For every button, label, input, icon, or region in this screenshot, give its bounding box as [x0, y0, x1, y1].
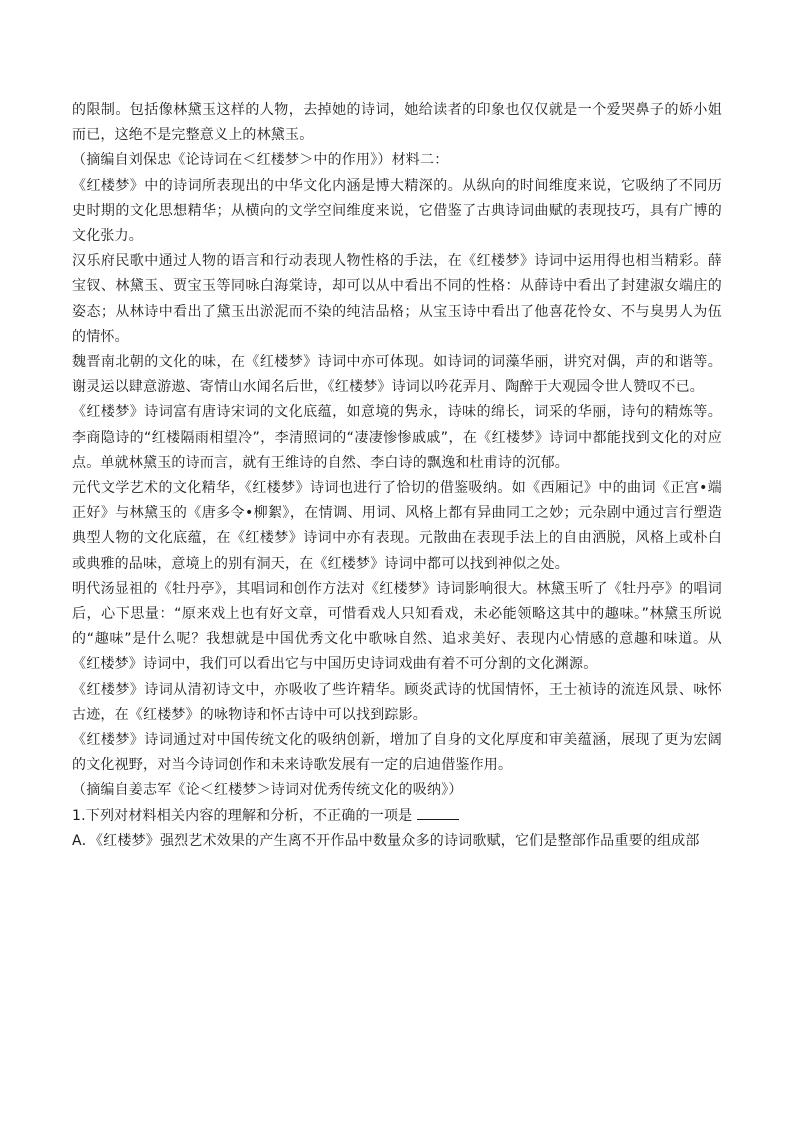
paragraph-1: （摘编自刘保忠《论诗词在＜红楼梦＞中的作用》）材料二： [72, 152, 449, 169]
paragraph-6: 元代文学艺术的文化精华，《红楼梦》诗词也进行了恰切的借鉴吸纳。如《西厢记》中的曲词《正宫•端正好》与林黛玉的《唐多令•柳絮》，在情调、用词、风格上都有异曲同工之妙；元杂剧中通过言行塑造典型人物的文化底蕴，在《红楼梦》诗词中亦有表现。元散曲在表现手法上的自由洒脱，风格上或朴白或典雅的品味，意境上的别有洞天，在《红楼梦》诗词中都可以找到神似之处。 [72, 480, 722, 572]
answer-blank[interactable] [417, 807, 459, 820]
paragraph-2: 《红楼梦》中的诗词所表现出的中华文化内涵是博大精深的。从纵向的时间维度来说，它吸纳了不同历史时期的文化思想精华；从横向的文学空间维度来说，它借鉴了古典诗词曲赋的表现技巧，具有广博的文化张力。 [72, 177, 722, 245]
document-page [72, 98, 722, 854]
paragraph-4: 魏晋南北朝的文化的味，在《红楼梦》诗词中亦可体现。如诗词的词藻华丽，讲究对偶，声的和谐等。谢灵运以肆意游遨、寄情山水闻名后世，《红楼梦》诗词以吟花弄月、陶醉于大观园令世人赞叹不已。 [72, 354, 722, 396]
paragraph-7: 明代汤显祖的《牡丹亭》，其唱词和创作方法对《红楼梦》诗词影响很大。林黛玉听了《牡丹亭》的唱词后，心下思量：“原来戏上也有好文章，可惜看戏人只知看戏，未必能领略这其中的趣味。”林黛玉所说的“趣味”是什么呢？我想就是中国优秀文化中歌咏自然、追求美好、表现内心情感的意趣和味道。从《红楼梦》诗词中，我们可以看出它与中国历史诗词戏曲有着不可分割的文化渊源。 [72, 580, 722, 673]
question-option-a: A．《红楼梦》强烈艺术效果的产生离不开作品中数量众多的诗词歌赋，它们是整部作品重要的组成部 [72, 832, 700, 849]
paragraph-5: 《红楼梦》诗词富有唐诗宋词的文化底蕴，如意境的隽永，诗味的绵长，词采的华丽，诗句的精炼等。李商隐诗的“红楼隔雨相望冷”，李清照词的“凄凄惨惨戚戚”，在《红楼梦》诗词中都能找到文化的对应点。单就林黛玉的诗而言，就有王维诗的自然、李白诗的飘逸和杜甫诗的沉郁。 [72, 404, 722, 471]
paragraph-10: （摘编自姜志军《论＜红楼梦＞诗词对优秀传统文化的吸纳》） [72, 782, 463, 799]
question-stem-text: 1.下列对材料相关内容的理解和分析，不正确的一项是 [72, 807, 413, 824]
paragraph-0: 的限制。包括像林黛玉这样的人物，去掉她的诗词，她给读者的印象也仅仅就是一个爱哭鼻子的娇小姐而已，这绝不是完整意义上的林黛玉。 [72, 102, 722, 144]
paragraph-9: 《红楼梦》诗词通过对中国传统文化的吸纳创新，增加了自身的文化厚度和审美蕴涵，展现了更为宏阔的文化视野，对当今诗词创作和未来诗歌发展有一定的启迪借鉴作用。 [72, 732, 722, 774]
paragraph-3: 汉乐府民歌中通过人物的语言和行动表现人物性格的手法，在《红楼梦》诗词中运用得也相当精彩。薛宝钗、林黛玉、贾宝玉等同咏白海棠诗，却可以从中看出不同的性格：从薛诗中看出了封建淑女端庄的姿态；从林诗中看出了黛玉出淤泥而不染的纯洁品格；从宝玉诗中看出了他喜花怜女、不与臭男人为伍的情怀。 [72, 253, 722, 345]
paragraph-8: 《红楼梦》诗词从清初诗文中，亦吸收了些许精华。顾炎武诗的忧国情怀，王士祯诗的流连风景、咏怀古迹，在《红楼梦》的咏物诗和怀古诗中可以找到踪影。 [72, 681, 722, 723]
question-stem [72, 804, 722, 829]
